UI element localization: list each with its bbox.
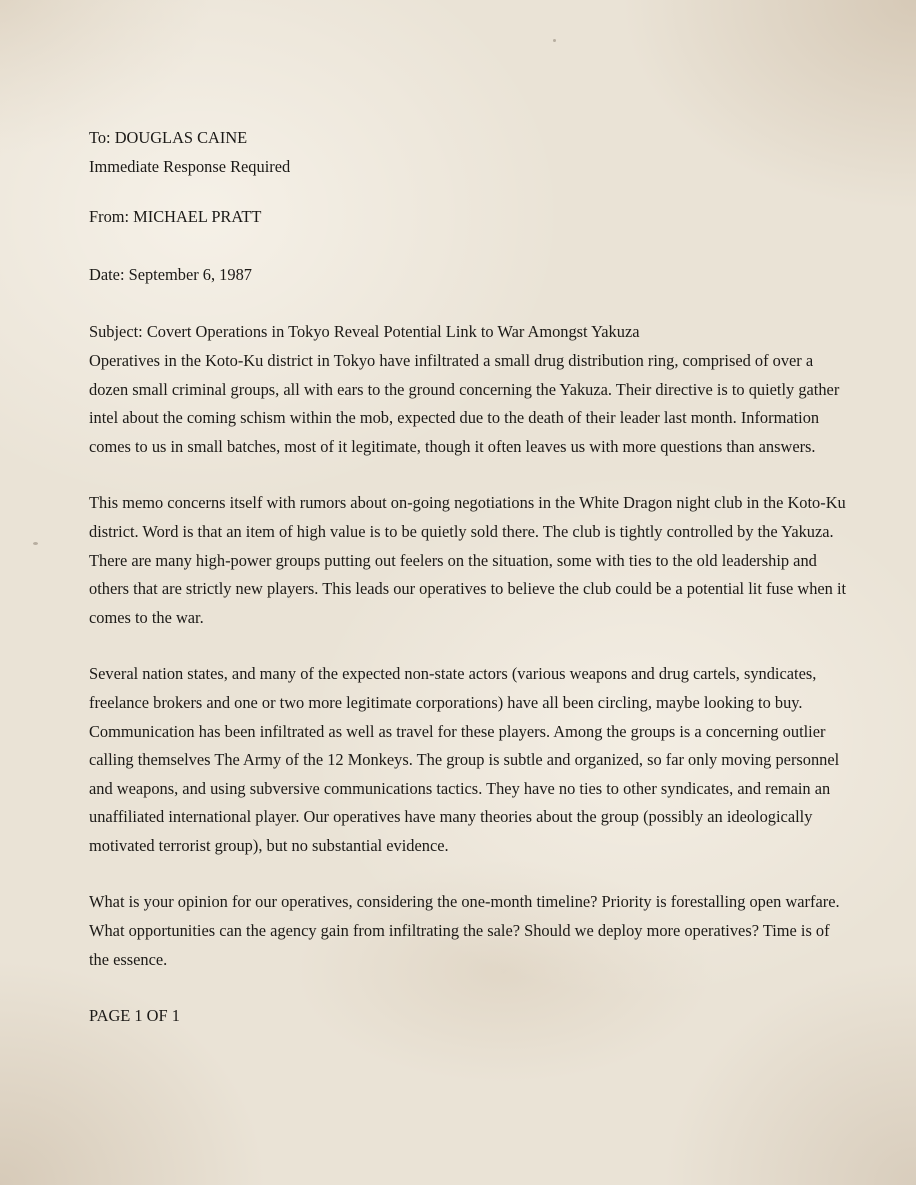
memo-paragraph: This memo concerns itself with rumors about on-going negotiations in the White Dragon night club in the Koto-Ku district. Word is that an item of high value is to be quietly sold there. The club is tightly controlled by the Yakuza. There are many high-power groups putting out feelers on the situation, some with ties to the old leadership and others that are strictly new players. This leads our operatives to believe the club could be a potential lit fuse when it comes to the war.	[89, 493, 847, 627]
memo-document	[89, 124, 849, 1031]
paper-speck	[553, 39, 556, 42]
paper-speck	[33, 542, 38, 545]
memo-paragraph: What is your opinion for our operatives, considering the one-month timeline? Priority is forestalling open warfare. What opportunities can the agency gain from infiltrating the sale? Should we deploy more operatives? Time is of the essence.	[89, 892, 840, 969]
memo-paragraph: Operatives in the Koto-Ku district in Tokyo have infiltrated a small drug distribution ring, comprised of over a dozen small criminal groups, all with ears to the ground concerning the Yakuza. Their directive is to quietly gather intel about the coming schism within the mob, expected due to the death of their leader last month. Information comes to us in small batches, most of it legitimate, though it often leaves us with more questions than answers.	[89, 350, 840, 456]
memo-paragraph: Several nation states, and many of the expected non-state actors (various weapons and drug cartels, syndicates, freelance brokers and one or two more legitimate corporations) have all been circling, maybe looking to buy. Communication has been infiltrated as well as travel for these players. Among the groups is a concerning outlier calling themselves The Army of the 12 Monkeys. The group is subtle and organized, so far only moving personnel and weapons, and using subversive communications tactics. They have no ties to other syndicates, and remain an unaffiliated international player. Our operatives have many theories about the group (possibly an ideologically motivated terrorist group), but no substantial evidence.	[89, 664, 840, 855]
memo-priority: Immediate Response Required	[89, 156, 291, 176]
memo-subject: Subject: Covert Operations in Tokyo Reveal Potential Link to War Amongst Yakuza	[89, 322, 640, 342]
memo-date: Date: September 6, 1987	[89, 264, 252, 284]
page-number: PAGE 1 OF 1	[89, 1006, 180, 1026]
memo-to: To: DOUGLAS CAINE	[89, 128, 248, 147]
memo-from: From: MICHAEL PRATT	[89, 207, 262, 227]
